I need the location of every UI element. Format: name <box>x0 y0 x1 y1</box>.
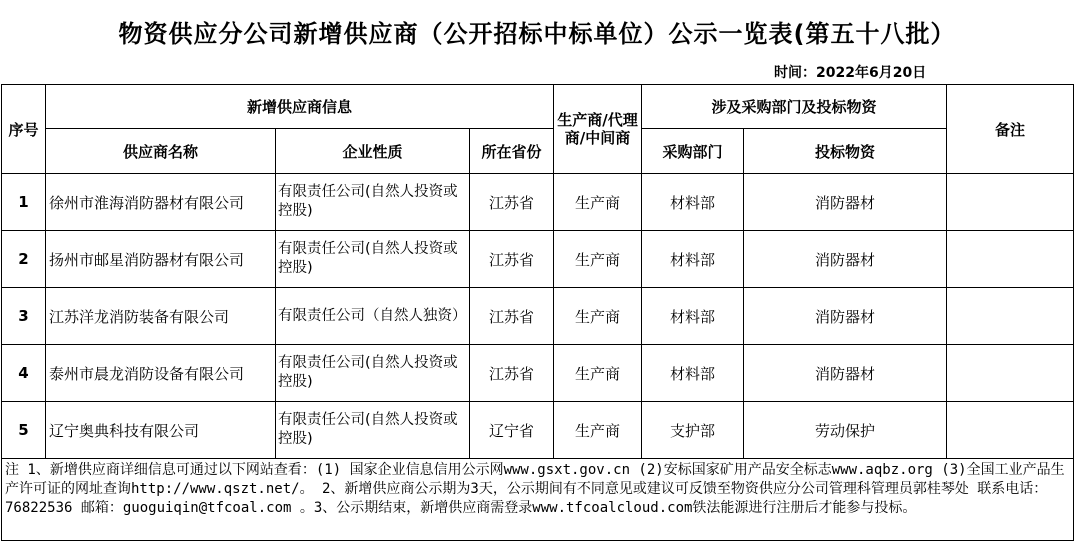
header-department: 采购部门 <box>642 129 744 174</box>
table-row <box>2 402 1074 459</box>
cell-seq: 4 <box>2 345 46 402</box>
cell-remarks <box>947 231 1074 288</box>
cell-remarks <box>947 402 1074 459</box>
table-row <box>2 231 1074 288</box>
cell-materials: 消防器材 <box>744 174 947 231</box>
cell-province: 江苏省 <box>470 231 554 288</box>
cell-department: 材料部 <box>642 231 744 288</box>
cell-department: 支护部 <box>642 402 744 459</box>
cell-remarks <box>947 345 1074 402</box>
publish-date: 时间：2022年6月20日 <box>774 65 927 81</box>
cell-seq: 3 <box>2 288 46 345</box>
cell-province: 江苏省 <box>470 288 554 345</box>
supplier-table <box>1 84 1074 541</box>
cell-supplier-name: 江苏洋龙消防装备有限公司 <box>46 288 276 345</box>
cell-province: 江苏省 <box>470 345 554 402</box>
table-row <box>2 174 1074 231</box>
cell-province: 江苏省 <box>470 174 554 231</box>
footnote: 注 1、新增供应商详细信息可通过以下网站查看：(1) 国家企业信息信用公示网www.gsxt.gov.cn (2)安标国家矿用产品安全标志www.aqbz.org (3)全国工业产品生产许可证的网址查询http://www.qszt.net/。 2、新增供应商公示期为3天，公示期间有不同意见或建议可反馈至物资供应分公司管理科管理员郭桂琴处 联系电话：76822536 邮箱：guoguiqin@tfcoal.com 。3、公示期结束，新增供应商需登录www.tfcoalcloud.com铁法能源进行注册后才能参与投标。 <box>2 459 1074 541</box>
cell-materials: 消防器材 <box>744 231 947 288</box>
header-remarks: 备注 <box>947 85 1074 174</box>
header-nature: 企业性质 <box>276 129 470 174</box>
table-row <box>2 345 1074 402</box>
cell-materials: 消防器材 <box>744 288 947 345</box>
cell-nature: 有限责任公司(自然人投资或控股) <box>276 345 470 402</box>
cell-province: 辽宁省 <box>470 402 554 459</box>
cell-type: 生产商 <box>554 345 642 402</box>
cell-seq: 5 <box>2 402 46 459</box>
cell-materials: 劳动保护 <box>744 402 947 459</box>
page-title: 物资供应分公司新增供应商（公开招标中标单位）公示一览表(第五十八批） <box>118 20 956 48</box>
cell-type: 生产商 <box>554 174 642 231</box>
cell-department: 材料部 <box>642 345 744 402</box>
cell-seq: 2 <box>2 231 46 288</box>
cell-nature: 有限责任公司(自然人投资或控股) <box>276 402 470 459</box>
header-province: 所在省份 <box>470 129 554 174</box>
cell-nature: 有限责任公司（自然人独资） <box>276 288 470 345</box>
cell-seq: 1 <box>2 174 46 231</box>
cell-type: 生产商 <box>554 402 642 459</box>
header-materials: 投标物资 <box>744 129 947 174</box>
cell-supplier-name: 泰州市晨龙消防设备有限公司 <box>46 345 276 402</box>
cell-supplier-name: 辽宁奥典科技有限公司 <box>46 402 276 459</box>
header-supplier-name: 供应商名称 <box>46 129 276 174</box>
cell-supplier-name: 徐州市淮海消防器材有限公司 <box>46 174 276 231</box>
cell-remarks <box>947 288 1074 345</box>
header-seq: 序号 <box>2 85 46 174</box>
cell-department: 材料部 <box>642 288 744 345</box>
header-procurement: 涉及采购部门及投标物资 <box>642 85 947 129</box>
cell-supplier-name: 扬州市邮星消防器材有限公司 <box>46 231 276 288</box>
header-producer: 生产商/代理商/中间商 <box>554 85 642 174</box>
cell-nature: 有限责任公司(自然人投资或控股) <box>276 231 470 288</box>
cell-remarks <box>947 174 1074 231</box>
cell-department: 材料部 <box>642 174 744 231</box>
cell-materials: 消防器材 <box>744 345 947 402</box>
table-row <box>2 288 1074 345</box>
header-supplier-info: 新增供应商信息 <box>46 85 554 129</box>
cell-type: 生产商 <box>554 231 642 288</box>
cell-nature: 有限责任公司(自然人投资或控股) <box>276 174 470 231</box>
cell-type: 生产商 <box>554 288 642 345</box>
